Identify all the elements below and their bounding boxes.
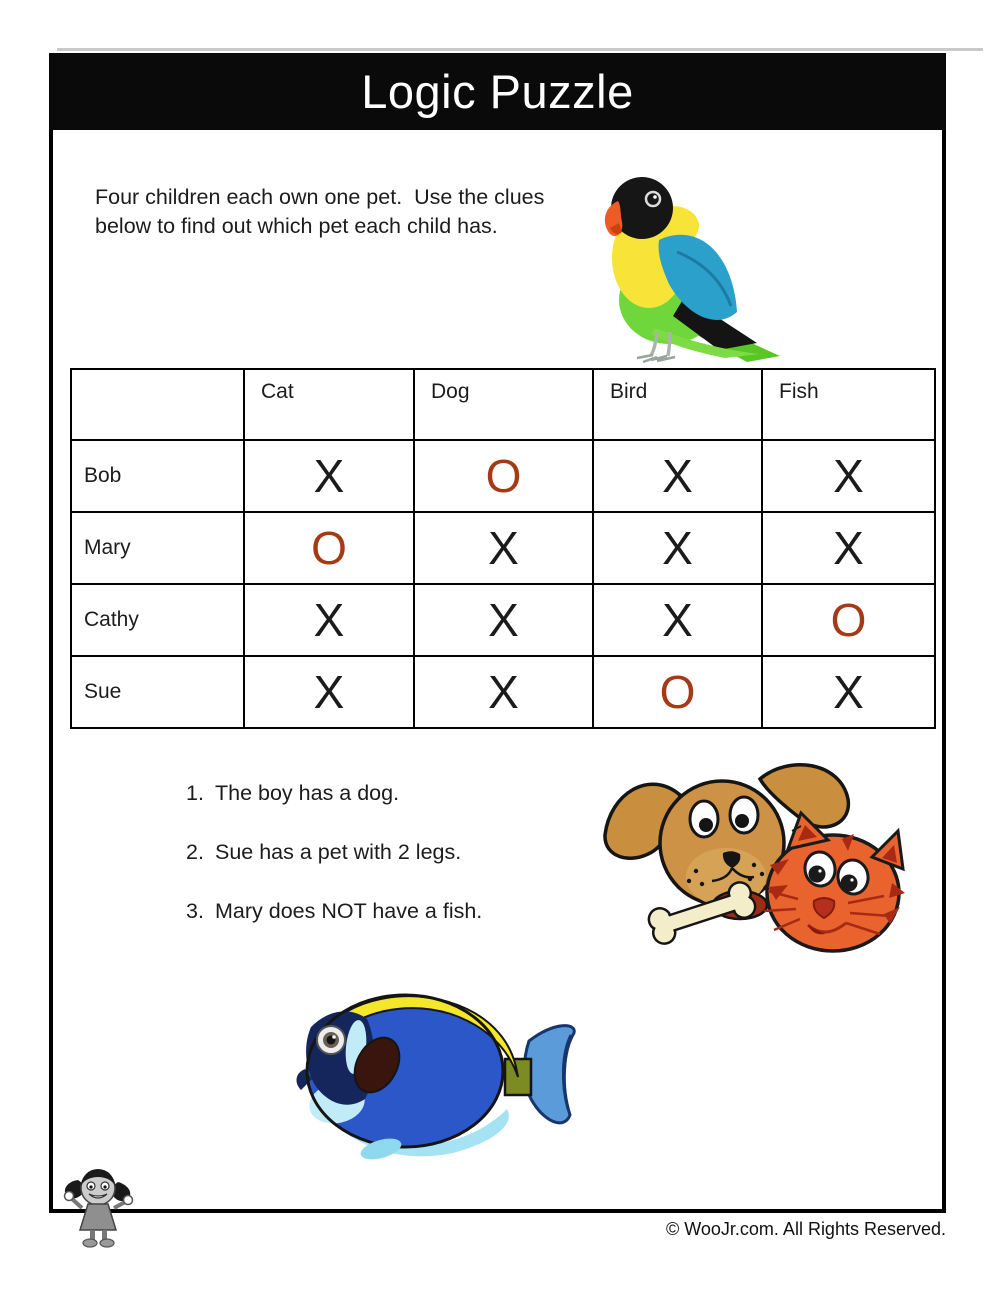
table-row-sue bbox=[71, 656, 935, 728]
clues-list bbox=[186, 782, 482, 959]
mark-cathy-fish: O bbox=[762, 584, 935, 656]
mascot-dress bbox=[80, 1204, 116, 1230]
page-title: Logic Puzzle bbox=[361, 65, 634, 118]
row-label-mary: Mary bbox=[71, 512, 244, 584]
dog-and-cat-icon bbox=[592, 753, 920, 968]
intro-line-1: Four children each own one pet. Use the clues bbox=[95, 184, 545, 209]
column-header-bird: Bird bbox=[593, 369, 762, 440]
clue-number: 3. bbox=[186, 899, 204, 923]
mark-mary-cat: O bbox=[244, 512, 414, 584]
column-header-dog: Dog bbox=[414, 369, 593, 440]
mark-cathy-dog: X bbox=[414, 584, 593, 656]
table-row-bob bbox=[71, 440, 935, 512]
clue-item-2 bbox=[186, 841, 482, 864]
mark-bob-bird: X bbox=[593, 440, 762, 512]
intro-line-2: below to find out which pet each child has. bbox=[95, 213, 498, 238]
row-label-sue: Sue bbox=[71, 656, 244, 728]
mark-mary-bird: X bbox=[593, 512, 762, 584]
corner-cell bbox=[71, 369, 244, 440]
mark-cathy-bird: X bbox=[593, 584, 762, 656]
row-label-bob: Bob bbox=[71, 440, 244, 512]
logic-grid-table bbox=[70, 368, 936, 729]
girl-mascot-icon bbox=[60, 1164, 138, 1256]
mark-sue-bird: O bbox=[593, 656, 762, 728]
clue-text: Mary does NOT have a fish. bbox=[215, 899, 483, 923]
bird-eye bbox=[646, 192, 660, 206]
mark-mary-fish: X bbox=[762, 512, 935, 584]
bird-icon bbox=[597, 166, 785, 366]
bird-leg bbox=[668, 332, 670, 356]
mark-sue-fish: X bbox=[762, 656, 935, 728]
clue-number: 2. bbox=[186, 840, 204, 864]
top-rule bbox=[57, 48, 983, 51]
mark-sue-cat: X bbox=[244, 656, 414, 728]
cat-face bbox=[764, 813, 905, 951]
clue-item-1 bbox=[186, 782, 482, 805]
table-row-cathy bbox=[71, 584, 935, 656]
table-header-row bbox=[71, 369, 935, 440]
mark-cathy-cat: X bbox=[244, 584, 414, 656]
clue-number: 1. bbox=[186, 781, 204, 805]
mark-mary-dog: X bbox=[414, 512, 593, 584]
column-header-fish: Fish bbox=[762, 369, 935, 440]
clue-text: The boy has a dog. bbox=[215, 781, 400, 805]
table-row-mary bbox=[71, 512, 935, 584]
mark-sue-dog: X bbox=[414, 656, 593, 728]
mark-bob-fish: X bbox=[762, 440, 935, 512]
row-label-cathy: Cathy bbox=[71, 584, 244, 656]
clue-item-3 bbox=[186, 900, 482, 923]
clue-text: Sue has a pet with 2 legs. bbox=[215, 840, 462, 864]
intro-text bbox=[95, 183, 544, 241]
column-header-cat: Cat bbox=[244, 369, 414, 440]
fish-icon bbox=[285, 983, 585, 1161]
copyright-text: © WooJr.com. All Rights Reserved. bbox=[665, 1219, 946, 1239]
mark-bob-cat: X bbox=[244, 440, 414, 512]
mark-bob-dog: O bbox=[414, 440, 593, 512]
header-bar bbox=[49, 53, 946, 130]
